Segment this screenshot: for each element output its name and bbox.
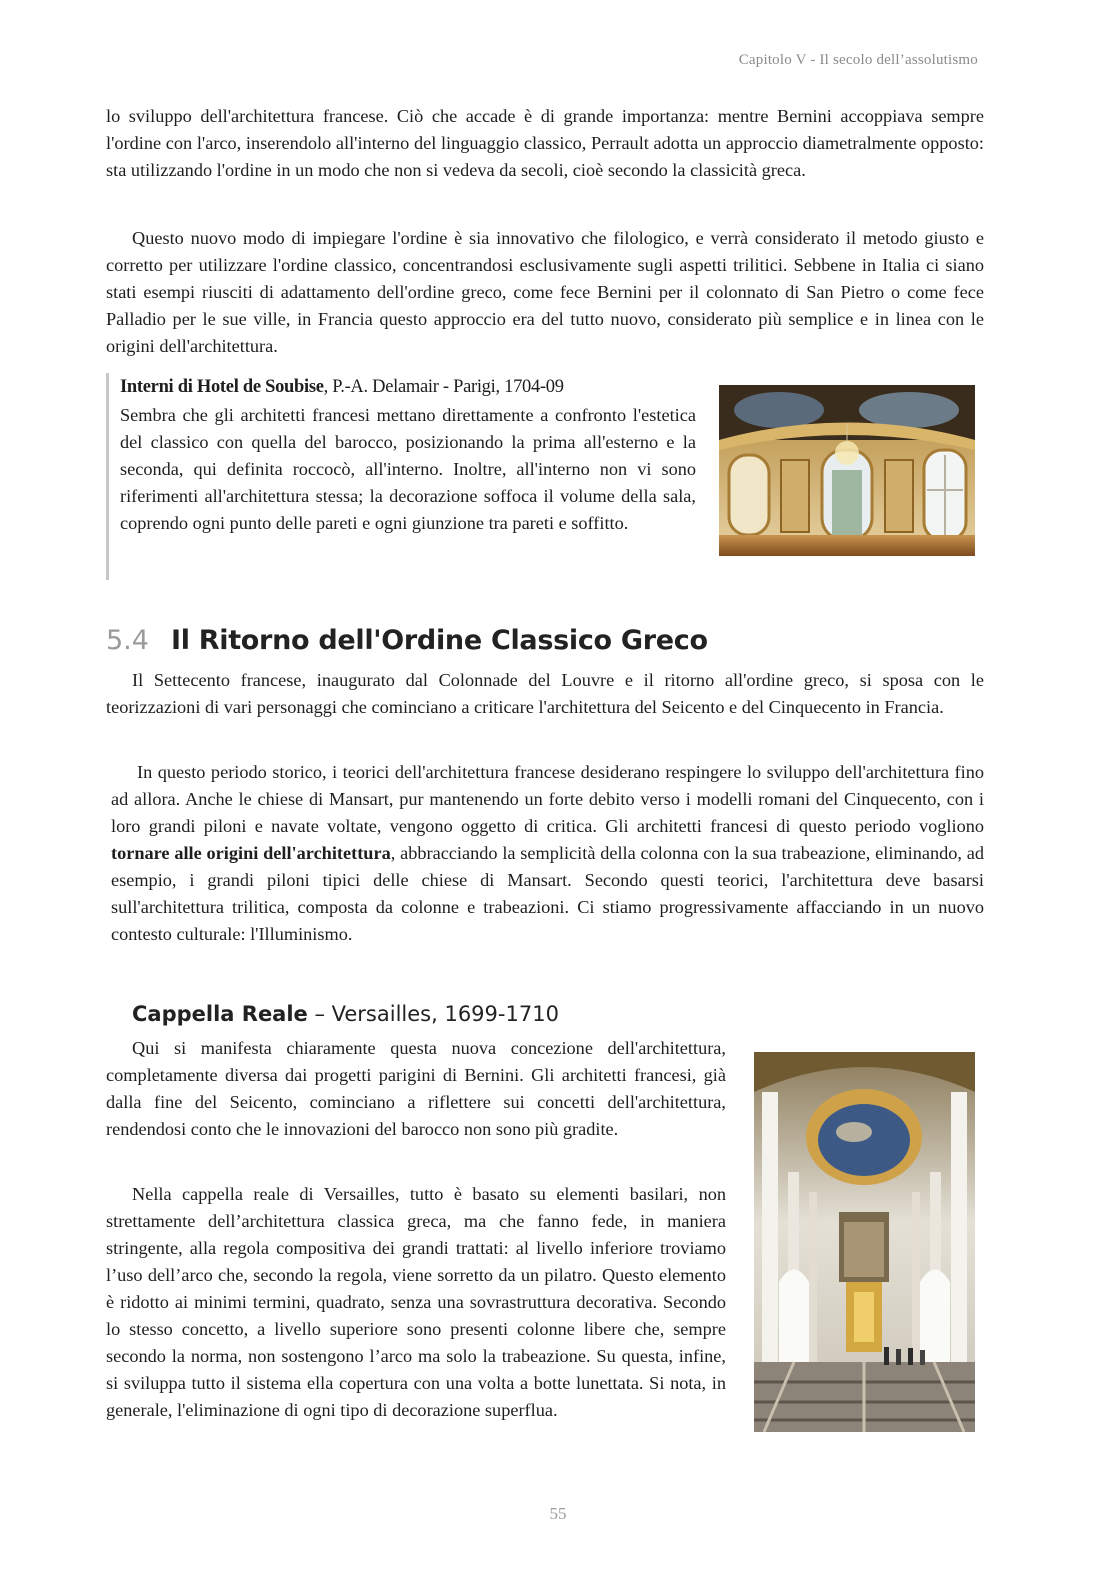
section-paragraph-1: Il Settecento francese, inaugurato dal Colonnade del Louvre e il ritorno all'ordine greco, si sposa con le teorizzazioni di vari personaggi che cominciano a criticare l'architettura del Seicento e del Cinquecento in Francia. (106, 670, 984, 717)
cappella-reale-photo (754, 1052, 975, 1432)
running-header: Capitolo V - Il secolo dell’assolutismo (738, 52, 978, 68)
box-text: Sembra che gli architetti francesi mettano direttamente a confronto l'estetica del classico con quella del barocco, posizionando la prima all'esterno e la seconda, qui definita roccocò, all'interno. Inoltre, all'interno non vi sono riferimenti all'architettura stessa; la decorazione soffoca il volume della sala, coprendo ogni punto delle pareti e ogni giunzione tra pareti e soffitto. (120, 405, 696, 533)
section-paragraph-2-a: In questo periodo storico, i teorici dell'architettura francese desiderano respingere lo sviluppo dell'architettura fino ad allora. Anche le chiese di Mansart, pur mantenendo un forte debito verso i modelli romani del Cinquecento, con i loro grandi piloni e navate voltate, vengono oggetto di critica. Gli architetti francesi di questo periodo vogliono (111, 762, 984, 836)
subsection-paragraph-2: Nella cappella reale di Versailles, tutto è basato su elementi basilari, non strettamente dell’architettura classica greca, ma che fanno fede, in maniera stringente, alla regola compositiva dei grandi trattati: al livello inferiore troviamo l’uso dell’arco che, secondo la regola, viene sorretto da un pilatro. Questo elemento è ridotto ai minimi termini, quadrato, senza una sovrastruttura decorativa. Secondo lo stesso concetto, a livello superiore sono presenti colonne libere che, sempre secondo la norma, non sostengono l’arco ma solo la trabeazione. Su questa, infine, si sviluppa tutto il sistema ella copertura con una volta a botte lunettata. Si nota, in generale, l'eliminazione di ogni tipo di decorazione superflua. (106, 1184, 726, 1420)
subsection-heading (132, 997, 559, 1031)
subsection-title-rest: – Versailles, 1699-1710 (307, 1002, 559, 1026)
section-paragraph-2-b: , abbracciando la semplicità della colonna con la sua trabeazione, eliminando, ad esempio, i grandi piloni tipici delle chiese di Mansart. Secondo questi teorici, l'architettura deve basarsi sull'architettura trilitica, composta da colonne e trabeazioni. Ci stiamo progressivamente affacciando in un nuovo contesto culturale: l'Illuminismo. (111, 843, 984, 944)
subsection-title-bold: Cappella Reale (132, 1002, 308, 1026)
subsection-paragraph-1: Qui si manifesta chiaramente questa nuova concezione dell'architettura, completamente diversa dai progetti parigini di Bernini. Gli architetti francesi, già dalla fine del Seicento, cominciano a riflettere sui concetti dell'architettura, rendendosi conto che le innovazioni del barocco non sono più gradite. (106, 1038, 726, 1139)
section-title: Il Ritorno dell'Ordine Classico Greco (170, 625, 708, 656)
box-title (120, 373, 564, 401)
paragraph-greek-order: Questo nuovo modo di impiegare l'ordine è sia innovativo che filologico, e verrà considerato il metodo giusto e corretto per utilizzare l'ordine classico, concentrandosi esclusivamente sugli aspetti trilitici. Sebbene in Italia ci siano stati esempi riusciti di adattamento dell'ordine greco, come fece Bernini per il colonnato di San Pietro o come fece Palladio per le sue ville, in Francia questo approccio era del tutto nuovo, considerato più semplice e in linea con le origini dell'architettura. (106, 228, 984, 356)
section-number: 5.4 (106, 625, 149, 656)
section-paragraph-2 (111, 759, 984, 948)
hotel-soubise-photo (719, 385, 975, 556)
section-paragraph-2-bold: tornare alle origini dell'architettura (111, 843, 391, 863)
page-number: 55 (549, 1504, 567, 1523)
box-title-bold: Interni di Hotel de Soubise (120, 377, 324, 397)
paragraph-perrault: lo sviluppo dell'architettura francese. Ciò che accade è di grande importanza: mentre Bernini accoppiava sempre l'ordine con l'arco, inserendolo all'interno del linguaggio classico, Perrault adotta un approccio diametralmente opposto: sta utilizzando l'ordine in un modo che non si vedeva da secoli, cioè secondo la classicità greca. (106, 106, 984, 180)
box-title-rest: , P.-A. Delamair - Parigi, 1704-09 (323, 377, 564, 397)
section-heading (106, 621, 708, 661)
